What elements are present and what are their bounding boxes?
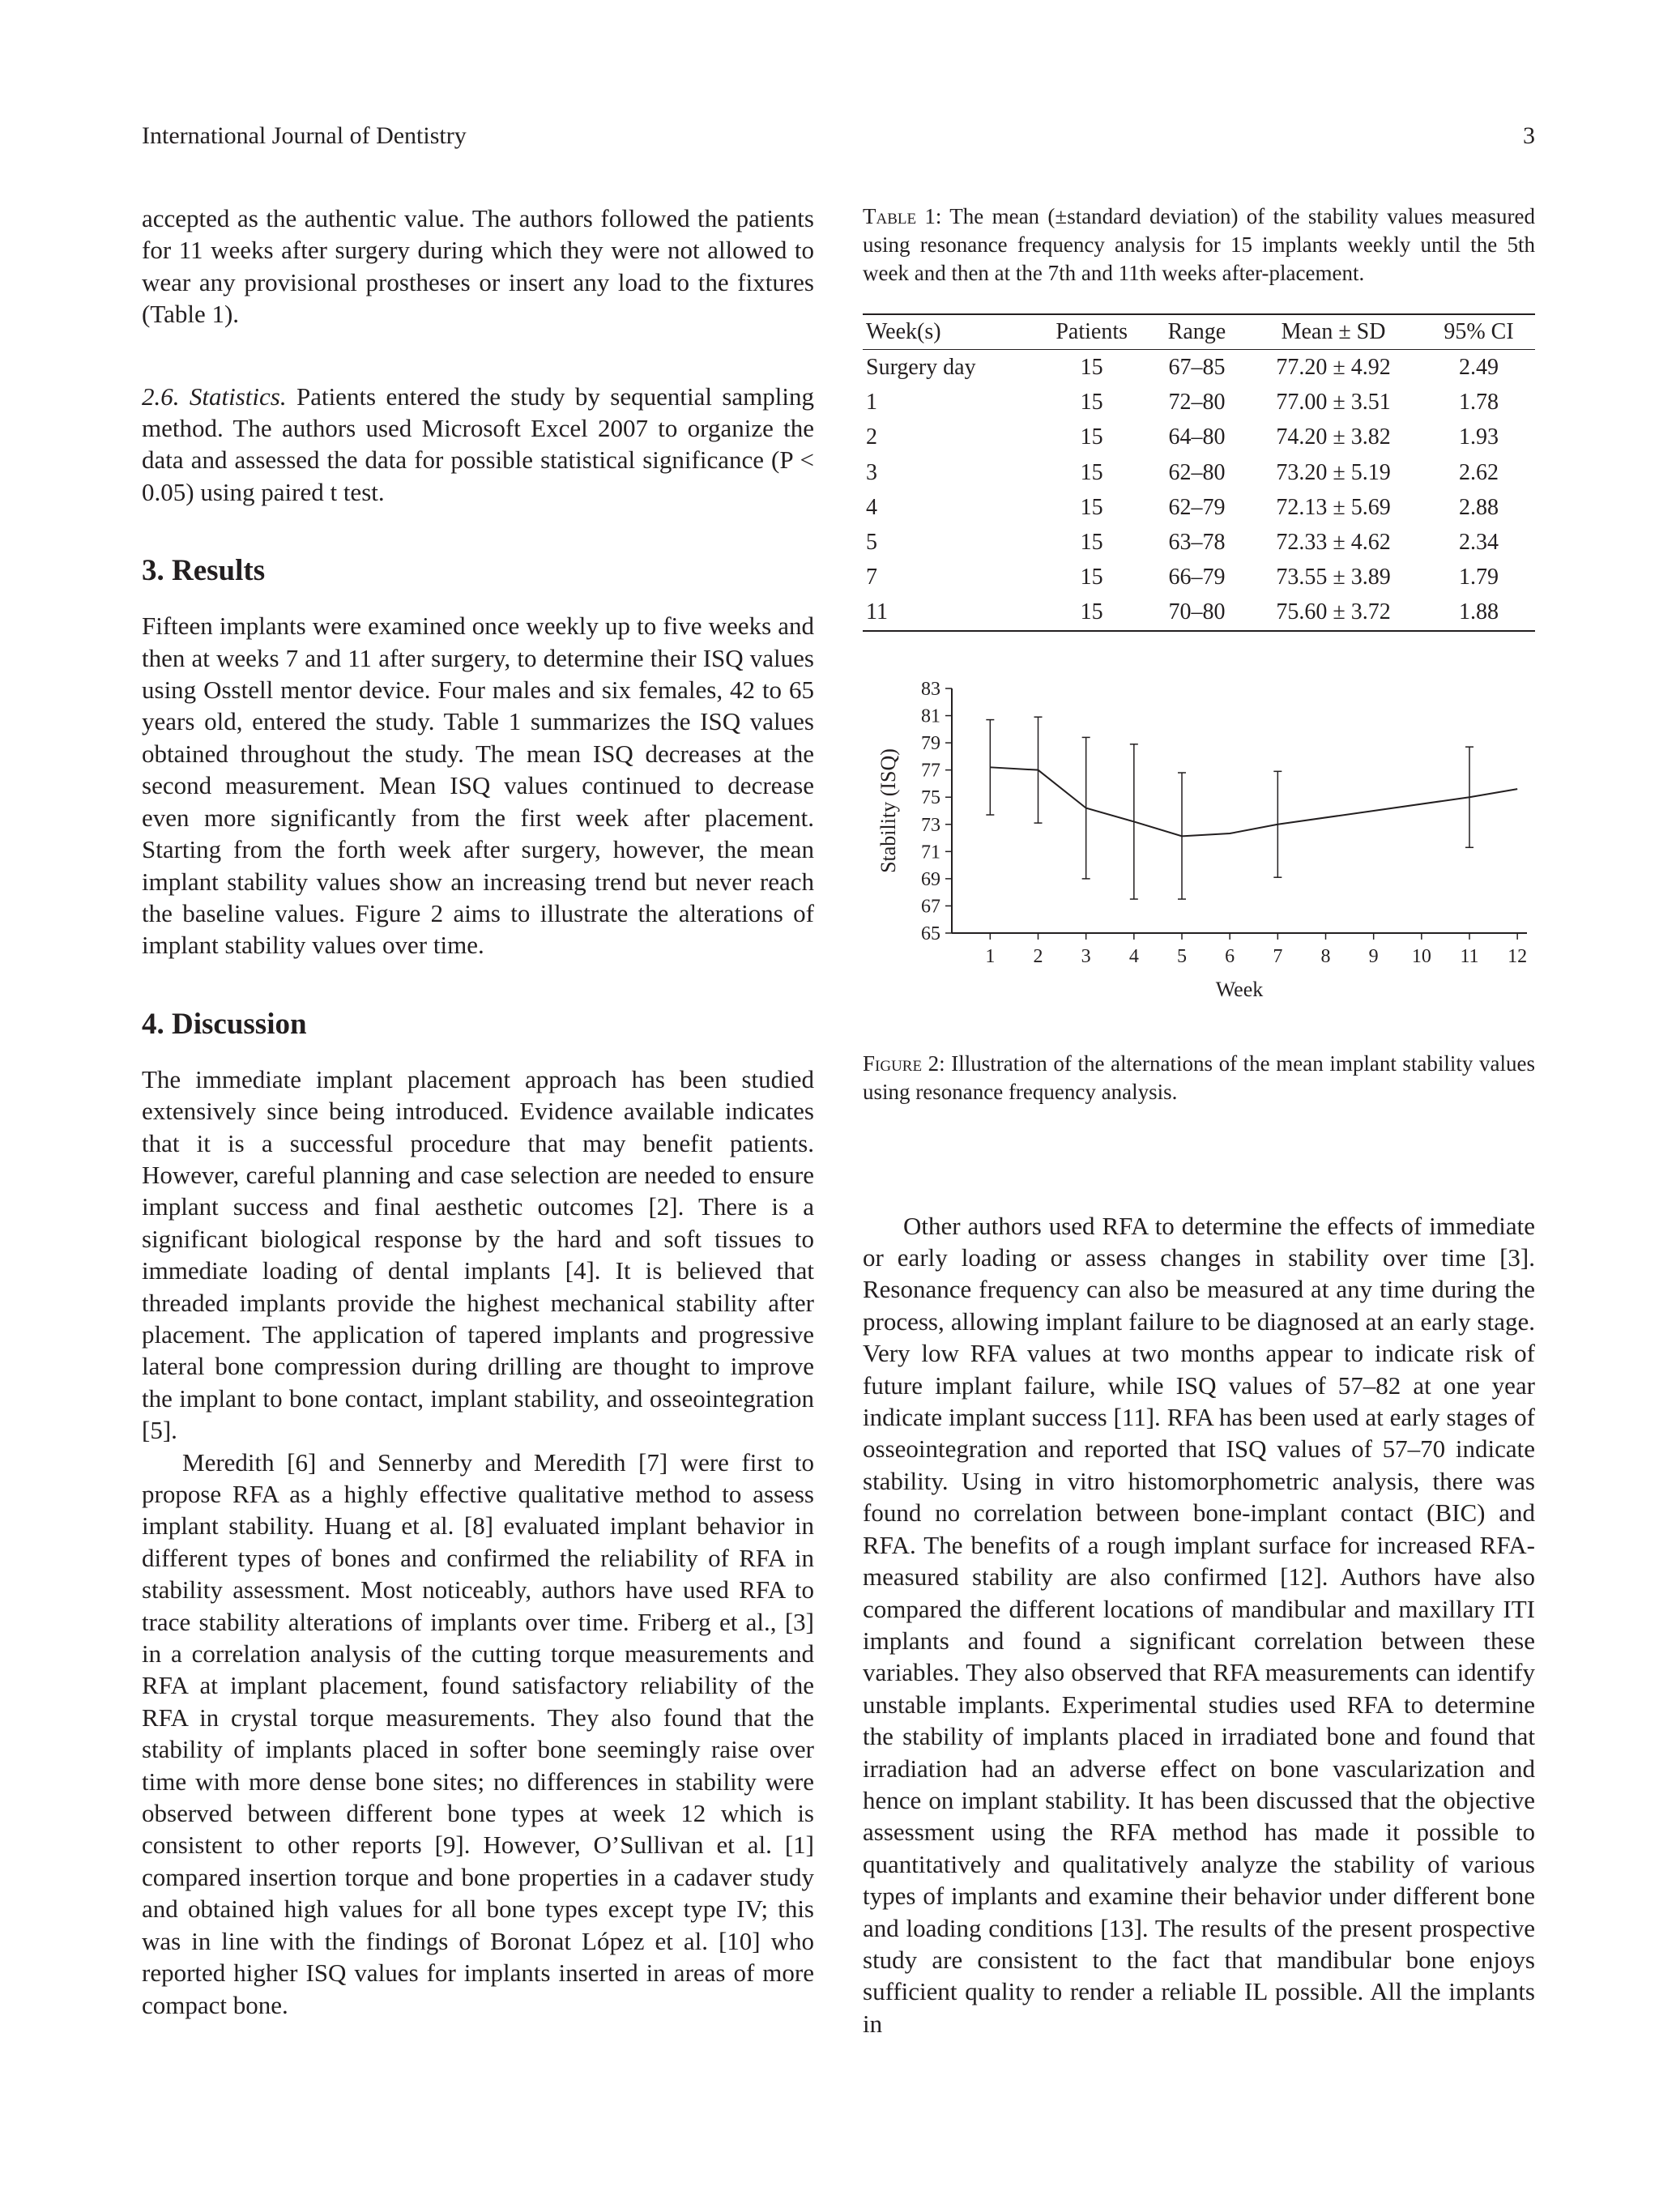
table-cell: 73.20 ± 5.19 — [1276, 459, 1391, 485]
table-cell: 15 — [1080, 530, 1103, 556]
table-row — [863, 595, 1535, 630]
left-column — [142, 202, 814, 2021]
results-paragraph: Fifteen implants were examined once weekly up to five weeks and then at weeks 7 and 11 after surgery, to determine their ISQ values using Osstell mentor device. Four males and six females, 42 to 65 years old, entered the study. Table 1 summarizes the ISQ values obtained throughout the study. The mean ISQ decreases at the second measurement. Mean ISQ values continued to decrease even more significantly from the first week after placement. Starting from the forth week after surgery, however, the mean implant stability values show an increasing trend but never reach the baseline values. Figure 2 aims to illustrate the alterations of implant stability values over time. — [142, 612, 814, 960]
x-tick-label: 10 — [1411, 945, 1431, 967]
col-header: Range — [1149, 314, 1244, 350]
table-cell: 62–80 — [1168, 459, 1226, 485]
y-axis-label: Stability (ISQ) — [876, 748, 900, 873]
y-tick-label: 75 — [921, 786, 940, 808]
table-cell: 15 — [1034, 595, 1149, 630]
discussion-heading: 4. Discussion — [142, 1007, 307, 1041]
y-tick-label: 79 — [921, 732, 940, 754]
table-cell: 63–78 — [1168, 530, 1226, 556]
statistics-runin: 2.6. Statistics. — [142, 381, 287, 411]
table-cell: 2.34 — [1459, 530, 1499, 556]
x-tick-label: 3 — [1081, 945, 1091, 967]
right-column — [863, 202, 1535, 2039]
x-tick-label: 11 — [1460, 945, 1479, 967]
table-cell: 2.88 — [1459, 494, 1499, 520]
x-tick-label: 1 — [985, 945, 996, 967]
y-tick-label: 65 — [921, 923, 940, 944]
table-cell: 2 — [866, 424, 877, 450]
x-tick-label: 6 — [1225, 945, 1235, 967]
y-tick-label: 77 — [921, 760, 940, 782]
figure-caption-text: Illustration of the alternations of the mean implant stability values using resonance frequency analysis. — [863, 1051, 1535, 1104]
series-line — [990, 767, 1517, 836]
x-tick-label: 8 — [1320, 945, 1331, 967]
table-cell: 15 — [1080, 390, 1103, 416]
table-cell: 15 — [1080, 424, 1103, 450]
table-cell: 1.79 — [1459, 565, 1499, 590]
table-row — [863, 525, 1535, 560]
table-cell: 72.13 ± 5.69 — [1276, 494, 1391, 520]
table-cell: 73.55 ± 3.89 — [1276, 565, 1391, 590]
page-number: 3 — [1523, 122, 1535, 149]
table-row — [863, 350, 1535, 386]
table-cell: 77.20 ± 4.92 — [1276, 355, 1391, 380]
table-cell: 66–79 — [1168, 565, 1226, 590]
discussion-paragraph-1: The immediate implant placement approach has been studied extensively since being introduced. Evidence available indicates that it is a successful procedure that may benefit patients. However, careful planning and case selection are needed to ensure implant success and final aesthetic outcomes [2]. There is a significant biological response by the hard and soft tissues to immediate loading of dental implants [4]. It is believed that threaded implants provide the highest mechanical stability after placement. The application of tapered implants and progressive lateral bone compression during drilling are thought to improve the implant to bone contact, implant stability, and osseointegration [5]. — [142, 1064, 814, 1445]
table-cell: 1.88 — [1422, 595, 1535, 630]
table-cell: 70–80 — [1149, 595, 1244, 630]
table-cell: Surgery day — [866, 355, 976, 380]
table-cell: 1 — [866, 390, 877, 416]
table-cell: 75.60 ± 3.72 — [1244, 595, 1422, 630]
table-row — [863, 490, 1535, 525]
stability-chart-svg — [863, 680, 1535, 1021]
y-tick-label: 69 — [921, 868, 940, 890]
y-tick-label: 81 — [921, 705, 940, 727]
running-head — [142, 121, 1535, 151]
stability-table — [863, 313, 1535, 632]
y-tick-label: 67 — [921, 896, 940, 918]
y-tick-label: 83 — [921, 680, 940, 700]
statistics-text: Patients entered the study by sequential sampling method. The authors used Microsoft Excel 2007 to organize the data and assessed the data for possible statistical significance (P < 0.05) using paired t test. — [142, 381, 814, 506]
table-cell: 77.00 ± 3.51 — [1276, 390, 1391, 416]
table-row — [863, 420, 1535, 454]
table-caption-text: The mean (±standard deviation) of the stability values measured using resonance frequency analysis for 15 implants weekly until the 5th week and then at the 7th and 11th weeks after-placement. — [863, 204, 1535, 285]
x-axis-label: Week — [1215, 977, 1264, 1001]
figure-caption — [863, 1050, 1535, 1106]
table-cell: 67–85 — [1168, 355, 1226, 380]
x-tick-label: 2 — [1033, 945, 1043, 967]
table-cell: 1.78 — [1459, 390, 1499, 416]
table-cell: 64–80 — [1168, 424, 1226, 450]
stability-chart — [863, 680, 1535, 1021]
y-tick-label: 73 — [921, 814, 940, 836]
col-header: Week(s) — [863, 314, 1034, 350]
table-cell: 72–80 — [1168, 390, 1226, 416]
table-row — [863, 560, 1535, 595]
table-cell: 3 — [866, 459, 877, 485]
x-tick-label: 9 — [1368, 945, 1379, 967]
table-caption — [863, 202, 1535, 288]
table-row — [863, 455, 1535, 490]
table-cell: 15 — [1080, 459, 1103, 485]
table-cell: 4 — [866, 494, 877, 520]
table-cell: 11 — [863, 595, 1034, 630]
figure-caption-label: Figure 2: — [863, 1051, 945, 1076]
col-header: 95% CI — [1422, 314, 1535, 350]
other-authors-paragraph: Other authors used RFA to determine the effects of immediate or early loading or assess changes in stability over time [3]. Resonance frequency can also be measured at any time during the process, allowing implant failure to be diagnosed at an early stage. Very low RFA values at two months appear to indicate risk of future implant failure, while ISQ values of 57–82 at one year indicate implant success [11]. RFA has been used at early stages of osseointegration and reported that ISQ values of 57–70 indicate stability. Using in vitro histomorphometric analysis, there was found no correlation between bone-implant contact (BIC) and RFA. The benefits of a rough implant surface for increased RFA-measured stability are also confirmed [12]. Authors have also compared the different locations of mandibular and maxillary ITI implants and found a significant correlation between these variables. They also observed that RFA measurements can identify unstable implants. Experimental studies used RFA to determine the stability of implants placed in irradiated bone and found that irradiation had an adverse effect on bone vascularization and hence on implant stability. It has been discussed that the objective assessment using the RFA method has made it possible to quantitatively and qualitatively analyze the stability of various types of implants and examine their behavior under different bone and loading conditions [13]. The results of the present prospective study are consistent to the fact that mandibular bone enjoys sufficient quality to render a reliable IL possible. All the implants in — [863, 1211, 1535, 2038]
table-cell: 74.20 ± 3.82 — [1276, 424, 1391, 450]
journal-title: International Journal of Dentistry — [142, 122, 467, 149]
table-cell: 5 — [866, 530, 877, 556]
discussion-paragraph-2: Meredith [6] and Sennerby and Meredith [7] were first to propose RFA as a highly effective qualitative method to assess implant stability. Huang et al. [8] evaluated implant behavior in different types of bones and confirmed the reliability of RFA in stability assessment. Most noticeably, authors have used RFA to trace stability alterations of implants over time. Friberg et al., [3] in a correlation analysis of the cutting torque measurements and RFA at implant placement, found satisfactory reliability of the RFA in crystal torque measurements. They also found that the stability of implants placed in softer bone seemingly raise over time with more dense bone sites; no differences in stability were observed between different bone types at week 12 which is consistent to other reports [9]. However, O’Sullivan et al. [1] compared insertion torque and bone properties in a cadaver study and obtained high values for all bone types except type IV; this was in line with the findings of Boronat López et al. [10] who reported higher ISQ values for implants inserted in areas of more compact bone. — [142, 1447, 814, 2019]
table-cell: 7 — [866, 565, 877, 590]
table-cell: 15 — [1080, 355, 1103, 380]
x-tick-label: 5 — [1177, 945, 1187, 967]
col-header: Patients — [1034, 314, 1149, 350]
table-cell: 2.49 — [1459, 355, 1499, 380]
col-header: Mean ± SD — [1244, 314, 1422, 350]
table-header-row — [863, 314, 1535, 350]
table-cell: 62–79 — [1168, 494, 1226, 520]
table-cell: 1.93 — [1459, 424, 1499, 450]
statistics-paragraph — [142, 381, 814, 509]
x-tick-label: 12 — [1508, 945, 1528, 967]
table-row — [863, 385, 1535, 420]
table-cell: 2.62 — [1459, 459, 1499, 485]
table-cell: 15 — [1080, 494, 1103, 520]
table-cell: 15 — [1080, 565, 1103, 590]
y-tick-label: 71 — [921, 841, 940, 863]
x-tick-label: 4 — [1128, 945, 1139, 967]
x-tick-label: 7 — [1273, 945, 1283, 967]
intro-paragraph: accepted as the authentic value. The authors followed the patients for 11 weeks after surgery during which they were not allowed to wear any provisional prostheses or insert any load to the fixtures (Table 1). — [142, 204, 814, 329]
table-cell: 72.33 ± 4.62 — [1276, 530, 1391, 556]
results-heading: 3. Results — [142, 554, 266, 588]
table-caption-label: Table 1: — [863, 204, 942, 228]
